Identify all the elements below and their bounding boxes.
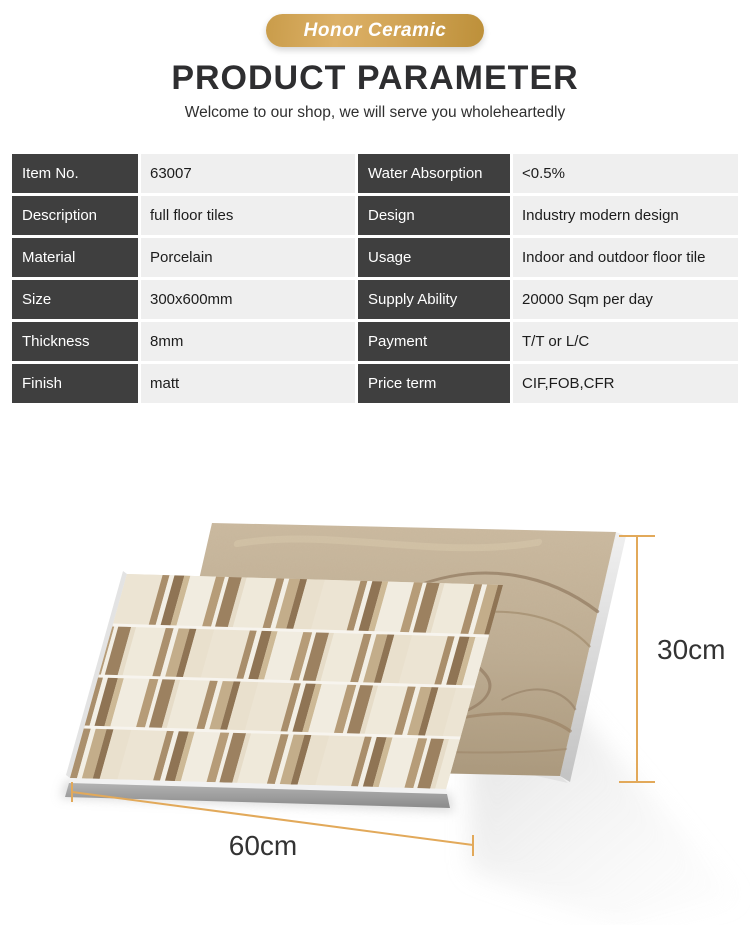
- param-value-cell: full floor tiles: [141, 196, 355, 235]
- brand-ribbon: Honor Ceramic: [266, 14, 485, 47]
- height-dimension-label: 30cm: [657, 634, 726, 665]
- param-value-cell: Indoor and outdoor floor tile: [513, 238, 738, 277]
- param-value-cell: CIF,FOB,CFR: [513, 364, 738, 403]
- param-value-cell: 300x600mm: [141, 280, 355, 319]
- page-title: PRODUCT PARAMETER: [171, 59, 579, 97]
- param-label-cell: Size: [12, 280, 138, 319]
- param-label-cell: Water Absorption: [358, 154, 510, 193]
- param-value-cell: T/T or L/C: [513, 322, 738, 361]
- param-value-cell: <0.5%: [513, 154, 738, 193]
- param-label-cell: Item No.: [12, 154, 138, 193]
- parameter-table: [12, 154, 738, 403]
- param-label-cell: Supply Ability: [358, 280, 510, 319]
- front-tile: [65, 571, 503, 808]
- param-label-cell: Price term: [358, 364, 510, 403]
- product-photo-scene: [0, 450, 750, 925]
- brand-ribbon-wrap: [0, 0, 750, 47]
- param-value-cell: 20000 Sqm per day: [513, 280, 738, 319]
- param-label-cell: Usage: [358, 238, 510, 277]
- param-value-cell: 8mm: [141, 322, 355, 361]
- param-label-cell: Finish: [12, 364, 138, 403]
- param-label-cell: Thickness: [12, 322, 138, 361]
- width-dimension-label: 60cm: [228, 830, 298, 861]
- height-dimension: [619, 536, 655, 782]
- page-subtitle: Welcome to our shop, we will serve you wholeheartedly: [184, 104, 566, 121]
- param-label-cell: Payment: [358, 322, 510, 361]
- param-value-cell: matt: [141, 364, 355, 403]
- param-value-cell: 63007: [141, 154, 355, 193]
- param-value-cell: Industry modern design: [513, 196, 738, 235]
- param-label-cell: Material: [12, 238, 138, 277]
- param-label-cell: Design: [358, 196, 510, 235]
- param-value-cell: Porcelain: [141, 238, 355, 277]
- param-label-cell: Description: [12, 196, 138, 235]
